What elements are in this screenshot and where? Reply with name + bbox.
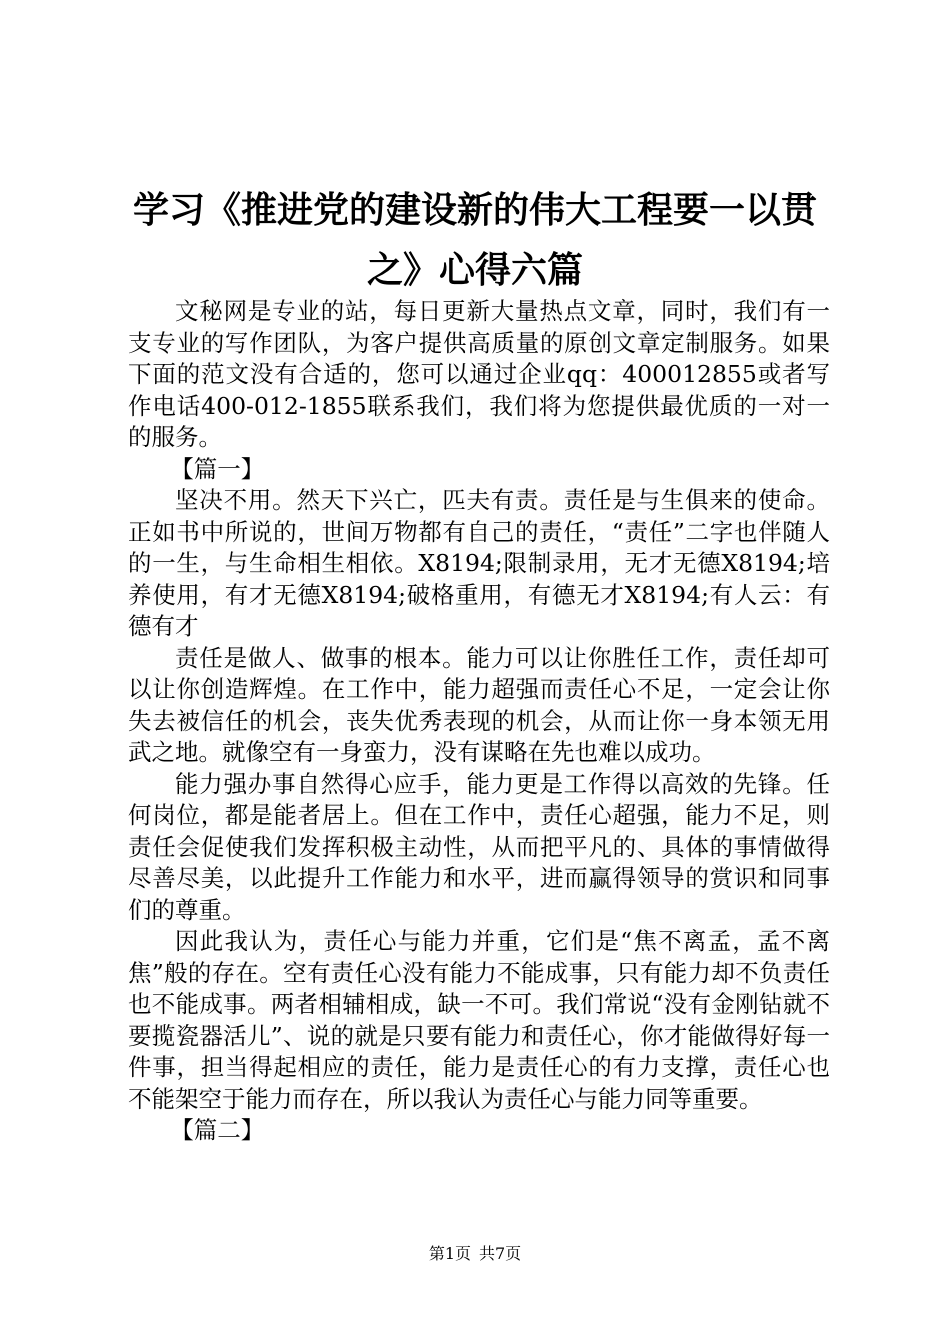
- body-paragraph: 责任是做人、做事的根本。能力可以让你胜任工作，责任却可以让你创造辉煌。在工作中，能力超强而责任心不足，一定会让你失去被信任的机会，丧失优秀表现的机会，从而让你一身本领无用武之地。就像空有一身蛮力，没有谋略在先也难以成功。: [128, 643, 830, 766]
- page-total: 共7页: [479, 1244, 522, 1263]
- section-heading-2: 【篇二】: [170, 1116, 265, 1144]
- page-footer: [0, 1244, 950, 1264]
- body-paragraph: 因此我认为，责任心与能力并重，它们是“焦不离孟，孟不离焦”般的存在。空有责任心没有能力不能成事，只有能力却不负责任也不能成事。两者相辅相成，缺一不可。我们常说“没有金刚钻就不要揽瓷器活儿”、说的就是只要有能力和责任心，你才能做得好每一件事，担当得起相应的责任，能力是责任心的有力支撑，责任心也不能架空于能力而存在，所以我认为责任心与能力同等重要。: [128, 927, 830, 1113]
- document-title-line-1: 学习《推进党的建设新的伟大工程要一以贯: [132, 189, 817, 231]
- document-body: [128, 296, 830, 1147]
- document-title-line-2: 之》心得六篇: [366, 249, 583, 291]
- body-paragraph: 坚决不用。然天下兴亡，匹夫有责。责任是与生俱来的使命。正如书中所说的，世间万物都有自己的责任，“责任”二字也伴随人的一生，与生命相生相依。X8194;限制录用，无才无德X8194;培养使用，有才无德X8194;破格重用，有德无才X8194;有人云：有德有才: [128, 486, 830, 640]
- body-paragraph: 能力强办事自然得心应手，能力更是工作得以高效的先锋。任何岗位，都是能者居上。但在工作中，责任心超强，能力不足，则责任会促使我们发挥积极主动性，从而把平凡的、具体的事情做得尽善尽美，以此提升工作能力和水平，进而赢得领导的赏识和同事们的尊重。: [128, 769, 830, 924]
- page-number: 第1页: [428, 1244, 471, 1263]
- section-heading-1: 【篇一】: [170, 454, 265, 483]
- intro-paragraph: 文秘网是专业的站，每日更新大量热点文章，同时，我们有一支专业的写作团队，为客户提供高质量的原创文章定制服务。如果下面的范文没有合适的，您可以通过企业qq：400012855或者写作电话400-012-1855联系我们，我们将为您提供最优质的一对一的服务。: [128, 297, 830, 451]
